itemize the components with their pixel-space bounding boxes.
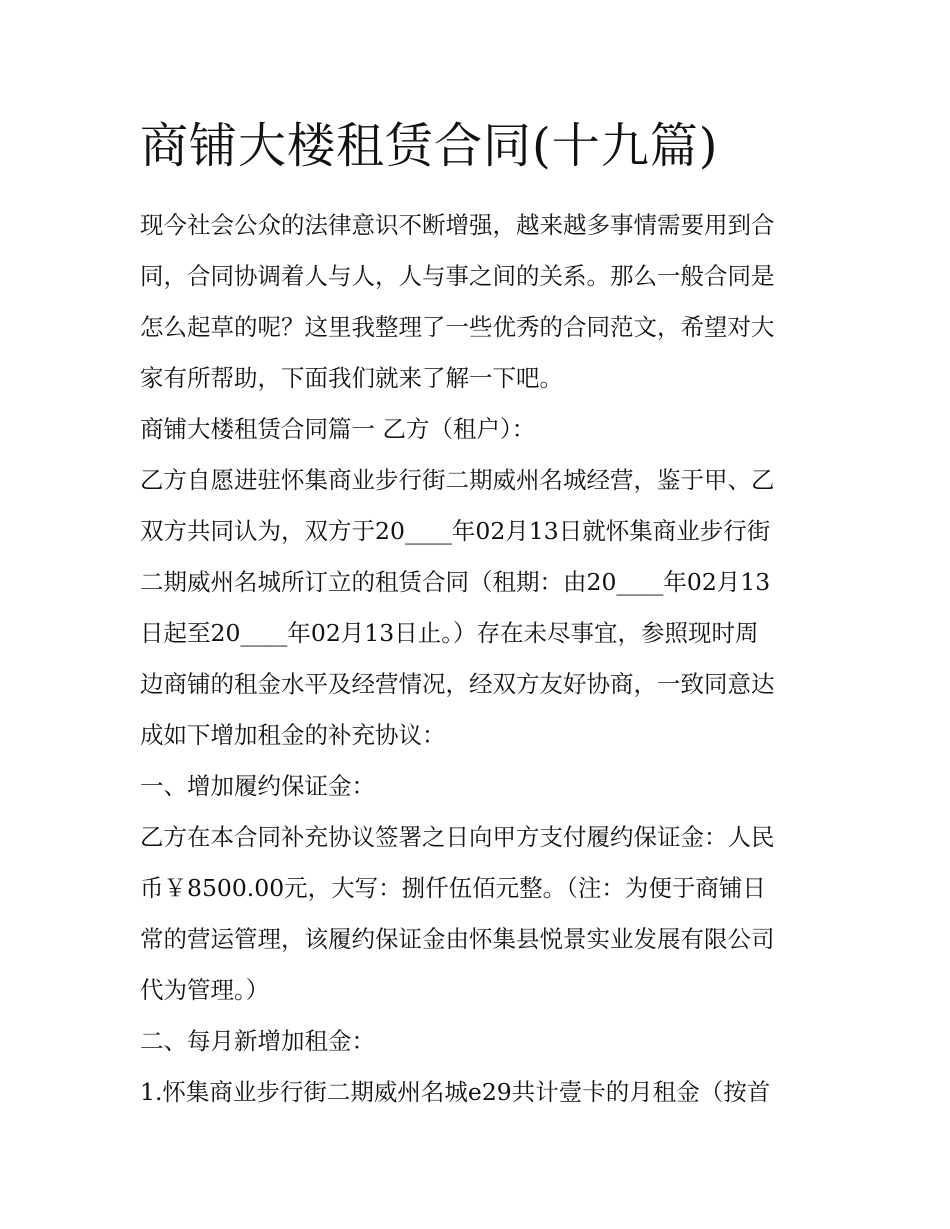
body-line-1: 现今社会公众的法律意识不断增强，越来越多事情需要用到合: [140, 211, 775, 239]
body-line-7: 双方共同认为，双方于20____年02月13日就怀集商业步行街: [140, 517, 771, 545]
body-line-3: 怎么起草的呢？这里我整理了一些优秀的合同范文，希望对大: [140, 313, 775, 341]
body-line-11: 成如下增加租金的补充协议：: [140, 721, 446, 749]
body-line-8: 二期威州名城所订立的租赁合同（租期：由20____年02月13: [140, 568, 771, 596]
body-line-14: 币￥8500.00元，大写：捌仟伍佰元整。（注：为便于商铺日: [140, 874, 766, 902]
clause-heading-2: 二、每月新增加租金：: [140, 1027, 375, 1055]
body-line-15: 常的营运管理，该履约保证金由怀集县悦景实业发展有限公司: [140, 925, 775, 953]
body-line-9: 日起至20____年02月13日止。）存在未尽事宜，参照现时周: [140, 619, 759, 647]
clause-heading-1: 一、增加履约保证金：: [140, 772, 375, 800]
body-line-16: 代为管理。）: [140, 976, 270, 1004]
body-line-10: 边商铺的租金水平及经营情况，经双方友好协商，一致同意达: [140, 670, 775, 698]
body-line-4: 家有所帮助，下面我们就来了解一下吧。: [140, 364, 563, 392]
body-line-18: 1.怀集商业步行街二期威州名城e29共计壹卡的月租金（按首: [140, 1078, 771, 1106]
body-line-13: 乙方在本合同补充协议签署之日向甲方支付履约保证金：人民: [140, 823, 775, 851]
body-line-6: 乙方自愿进驻怀集商业步行街二期威州名城经营，鉴于甲、乙: [140, 466, 775, 494]
document-title: 商铺大楼租赁合同(十九篇): [140, 118, 719, 174]
document-body: [140, 200, 820, 1118]
section-heading-1: 商铺大楼租赁合同篇一 乙方（租户）：: [140, 415, 536, 443]
body-line-2: 同，合同协调着人与人，人与事之间的关系。那么一般合同是: [140, 262, 775, 290]
